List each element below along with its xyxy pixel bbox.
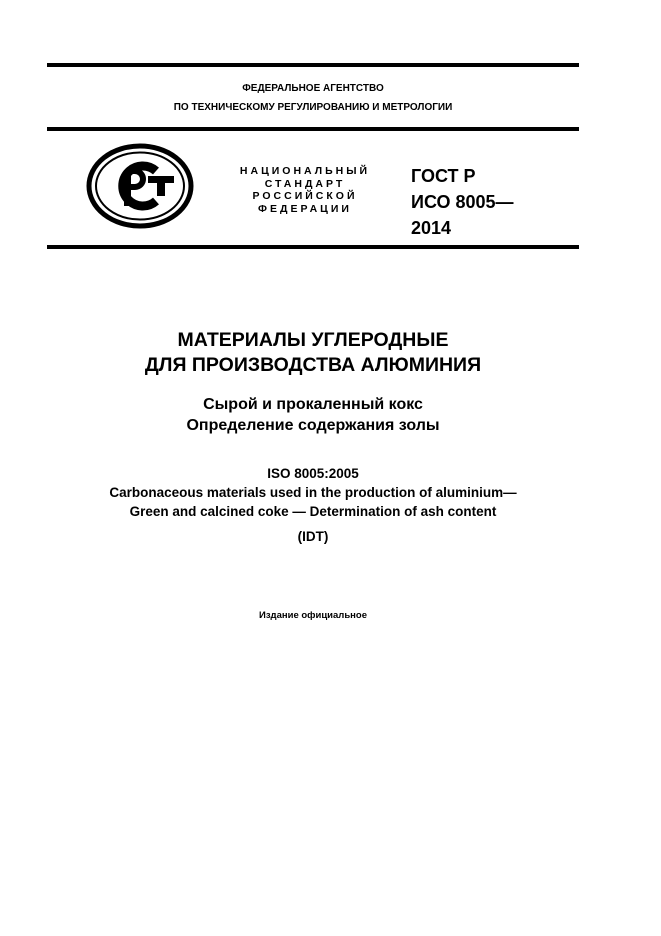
- equivalence-marker: (IDT): [297, 529, 329, 544]
- subtitle-line: Сырой и прокаленный кокс: [203, 396, 423, 413]
- header-rule: [47, 127, 579, 131]
- standard-number-line: 2014: [411, 218, 452, 238]
- title-line: ДЛЯ ПРОИЗВОДСТВА АЛЮМИНИЯ: [144, 354, 482, 376]
- iso-number: ISO 8005:2005: [267, 466, 359, 481]
- gost-r-logo-icon: [86, 143, 194, 229]
- english-title-line: Carbonaceous materials used in the production of aluminium—: [109, 485, 517, 500]
- iso-reference: [47, 464, 579, 521]
- agency-name-line2: ПО ТЕХНИЧЕСКОМУ РЕГУЛИРОВАНИЮ И МЕТРОЛОГИИ: [173, 102, 453, 113]
- standard-number: [411, 163, 514, 241]
- english-title-line: Green and calcined coke — Determination of ash content: [129, 504, 497, 519]
- standard-type-line: НАЦИОНАЛЬНЫЙ: [239, 165, 371, 177]
- standard-type: [232, 165, 378, 215]
- edition-note: Издание официальное: [259, 610, 367, 621]
- document-subtitle: [47, 394, 579, 436]
- standard-number-line: ИСО 8005—: [411, 192, 514, 212]
- agency-name-line1: ФЕДЕРАЛЬНОЕ АГЕНТСТВО: [242, 83, 384, 94]
- standard-number-line: ГОСТ Р: [411, 166, 476, 186]
- standard-type-line: РОССИЙСКОЙ: [252, 190, 358, 202]
- subtitle-line: Определение содержания золы: [186, 417, 440, 434]
- standard-type-line: СТАНДАРТ: [264, 177, 346, 190]
- section-rule: [47, 245, 579, 249]
- top-rule: [47, 63, 579, 67]
- document-title: [47, 328, 579, 378]
- title-line: МАТЕРИАЛЫ УГЛЕРОДНЫЕ: [177, 329, 449, 351]
- standard-type-line: ФЕДЕРАЦИИ: [258, 202, 352, 215]
